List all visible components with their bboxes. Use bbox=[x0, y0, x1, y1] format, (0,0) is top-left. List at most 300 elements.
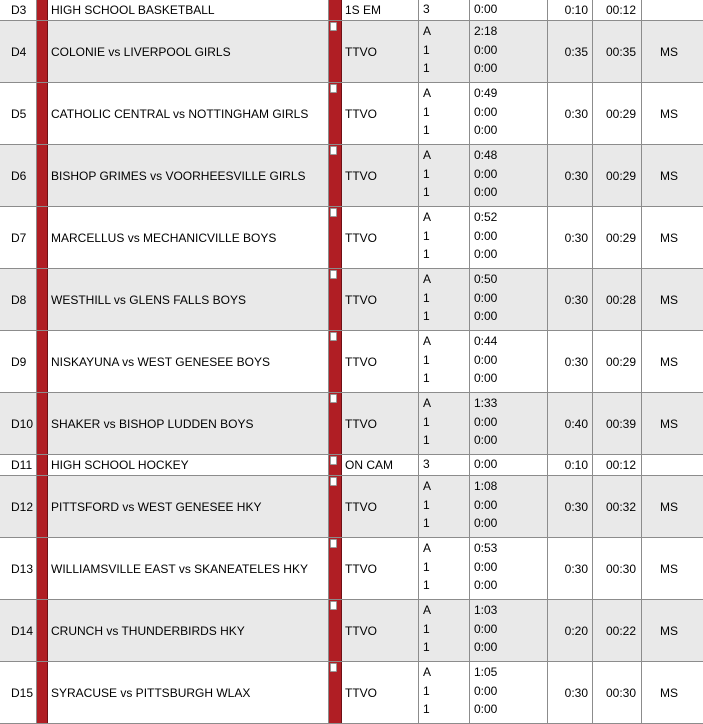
est-time: 0:30 bbox=[564, 230, 588, 245]
actual-time-cell[interactable] bbox=[593, 207, 642, 268]
row-id-cell[interactable] bbox=[0, 269, 37, 330]
duration-cell[interactable] bbox=[470, 538, 548, 599]
duration-value: 0:00 bbox=[474, 497, 498, 512]
duration-value: 2:18 bbox=[474, 24, 498, 38]
duration-list bbox=[474, 477, 497, 533]
segment-cell[interactable] bbox=[419, 538, 470, 599]
duration-list bbox=[474, 457, 497, 471]
story-name: COLONIE vs LIVERPOOL GIRLS bbox=[51, 44, 231, 59]
duration-value: 0:00 bbox=[474, 683, 498, 698]
segment-cell[interactable] bbox=[419, 600, 470, 661]
actual-time: 00:39 bbox=[605, 416, 636, 431]
segment-value: 1 bbox=[423, 42, 430, 57]
source-type-cell[interactable] bbox=[342, 538, 419, 599]
row-id: D7 bbox=[11, 230, 27, 245]
row-id: D11 bbox=[11, 458, 33, 472]
actual-time-cell[interactable] bbox=[593, 538, 642, 599]
segment-cell[interactable] bbox=[419, 476, 470, 537]
checkbox-icon[interactable] bbox=[330, 477, 337, 486]
row-id-cell[interactable] bbox=[0, 83, 37, 144]
red-marker-column bbox=[37, 662, 48, 723]
actual-time: 00:29 bbox=[605, 354, 636, 369]
segment-value: 3 bbox=[423, 2, 430, 16]
duration-value: 0:00 bbox=[474, 516, 498, 531]
operator-cell[interactable] bbox=[642, 393, 703, 454]
segment-cell[interactable] bbox=[419, 269, 470, 330]
checkbox-icon[interactable] bbox=[330, 208, 337, 217]
source-type-cell[interactable] bbox=[342, 476, 419, 537]
table-row[interactable] bbox=[0, 662, 703, 724]
duration-value: 0:00 bbox=[474, 123, 498, 138]
duration-cell[interactable] bbox=[470, 0, 548, 20]
red-status-column bbox=[329, 600, 342, 661]
duration-value: 0:48 bbox=[474, 148, 498, 162]
segment-value: A bbox=[423, 665, 432, 679]
red-marker-column bbox=[37, 0, 48, 20]
checkbox-icon[interactable] bbox=[330, 146, 337, 155]
story-name-cell[interactable] bbox=[48, 145, 329, 206]
segment-cell[interactable] bbox=[419, 393, 470, 454]
segment-value: A bbox=[423, 210, 432, 224]
table-row[interactable] bbox=[0, 393, 703, 455]
operator-cell[interactable] bbox=[642, 476, 703, 537]
duration-list bbox=[474, 663, 497, 719]
segment-value: 1 bbox=[423, 104, 430, 119]
source-type-cell[interactable] bbox=[342, 0, 419, 20]
source-type: 1S EM bbox=[345, 3, 382, 17]
est-time-cell[interactable] bbox=[548, 0, 593, 20]
red-status-column bbox=[329, 207, 342, 268]
duration-value: 1:08 bbox=[474, 479, 498, 493]
source-type: TTVO bbox=[345, 499, 377, 514]
duration-value: 0:00 bbox=[474, 166, 498, 181]
row-id-cell[interactable] bbox=[0, 393, 37, 454]
segment-value: 1 bbox=[423, 702, 430, 717]
duration-value: 0:00 bbox=[474, 621, 498, 636]
duration-value: 0:49 bbox=[474, 86, 498, 100]
red-marker-column bbox=[37, 207, 48, 268]
actual-time-cell[interactable] bbox=[593, 331, 642, 392]
operator-cell[interactable] bbox=[642, 662, 703, 723]
duration-value: 0:50 bbox=[474, 272, 498, 286]
est-time: 0:30 bbox=[564, 685, 588, 700]
est-time-cell[interactable] bbox=[548, 455, 593, 475]
story-name-cell[interactable] bbox=[48, 269, 329, 330]
row-id: D9 bbox=[11, 354, 27, 369]
red-marker-column bbox=[37, 455, 48, 475]
segment-value: 1 bbox=[423, 559, 430, 574]
segment-cell[interactable] bbox=[419, 21, 470, 82]
story-name-cell[interactable] bbox=[48, 455, 329, 475]
red-status-column bbox=[329, 393, 342, 454]
actual-time: 00:30 bbox=[605, 561, 636, 576]
segment-list bbox=[423, 663, 431, 719]
red-status-column bbox=[329, 662, 342, 723]
red-marker-column bbox=[37, 269, 48, 330]
row-id-cell[interactable] bbox=[0, 476, 37, 537]
row-id: D5 bbox=[11, 106, 27, 121]
operator-cell[interactable] bbox=[642, 21, 703, 82]
segment-value: A bbox=[423, 148, 432, 162]
segment-value: 1 bbox=[423, 497, 430, 512]
row-id-cell[interactable] bbox=[0, 145, 37, 206]
est-time-cell[interactable] bbox=[548, 145, 593, 206]
segment-list bbox=[423, 539, 431, 595]
row-id: D4 bbox=[11, 44, 27, 59]
segment-value: 1 bbox=[423, 185, 430, 200]
est-time-cell[interactable] bbox=[548, 600, 593, 661]
duration-value: 0:00 bbox=[474, 433, 498, 448]
actual-time: 00:29 bbox=[605, 230, 636, 245]
row-id-cell[interactable] bbox=[0, 662, 37, 723]
duration-cell[interactable] bbox=[470, 331, 548, 392]
est-time-cell[interactable] bbox=[548, 538, 593, 599]
source-type-cell[interactable] bbox=[342, 600, 419, 661]
duration-value: 0:00 bbox=[474, 42, 498, 57]
duration-value: 0:00 bbox=[474, 228, 498, 243]
actual-time-cell[interactable] bbox=[593, 0, 642, 20]
duration-value: 0:00 bbox=[474, 702, 498, 717]
segment-value: 1 bbox=[423, 683, 430, 698]
segment-value: A bbox=[423, 334, 432, 348]
actual-time-cell[interactable] bbox=[593, 600, 642, 661]
story-name: HIGH SCHOOL HOCKEY bbox=[51, 458, 189, 472]
segment-cell[interactable] bbox=[419, 0, 470, 20]
duration-value: 0:00 bbox=[474, 457, 498, 471]
story-name: PITTSFORD vs WEST GENESEE HKY bbox=[51, 499, 262, 514]
segment-list bbox=[423, 601, 431, 657]
actual-time: 00:12 bbox=[605, 458, 636, 472]
segment-value: A bbox=[423, 396, 432, 410]
operator-cell[interactable] bbox=[642, 538, 703, 599]
segment-list bbox=[423, 270, 431, 326]
operator: MS bbox=[660, 499, 678, 514]
duration-value: 0:44 bbox=[474, 334, 498, 348]
est-time-cell[interactable] bbox=[548, 331, 593, 392]
segment-value: 1 bbox=[423, 123, 430, 138]
checkbox-icon[interactable] bbox=[330, 270, 337, 279]
duration-value: 0:00 bbox=[474, 371, 498, 386]
segment-value: A bbox=[423, 479, 432, 493]
duration-cell[interactable] bbox=[470, 393, 548, 454]
story-name-cell[interactable] bbox=[48, 0, 329, 20]
est-time: 0:35 bbox=[564, 44, 588, 59]
duration-value: 0:00 bbox=[474, 247, 498, 262]
story-name: NISKAYUNA vs WEST GENESEE BOYS bbox=[51, 354, 270, 369]
segment-value: 1 bbox=[423, 516, 430, 531]
actual-time-cell[interactable] bbox=[593, 662, 642, 723]
source-type-cell[interactable] bbox=[342, 269, 419, 330]
est-time: 0:30 bbox=[564, 499, 588, 514]
table-row[interactable] bbox=[0, 145, 703, 207]
duration-value: 0:00 bbox=[474, 578, 498, 593]
source-type: TTVO bbox=[345, 168, 377, 183]
table-row[interactable] bbox=[0, 455, 703, 476]
actual-time: 00:29 bbox=[605, 106, 636, 121]
operator-cell[interactable] bbox=[642, 207, 703, 268]
segment-cell[interactable] bbox=[419, 145, 470, 206]
source-type: TTVO bbox=[345, 354, 377, 369]
operator: MS bbox=[660, 685, 678, 700]
table-row[interactable] bbox=[0, 600, 703, 662]
story-name-cell[interactable] bbox=[48, 662, 329, 723]
duration-value: 0:52 bbox=[474, 210, 498, 224]
row-id-cell[interactable] bbox=[0, 0, 37, 20]
source-type-cell[interactable] bbox=[342, 145, 419, 206]
duration-cell[interactable] bbox=[470, 269, 548, 330]
table-row[interactable] bbox=[0, 269, 703, 331]
source-type-cell[interactable] bbox=[342, 455, 419, 475]
checkbox-icon[interactable] bbox=[330, 663, 337, 672]
est-time-cell[interactable] bbox=[548, 83, 593, 144]
actual-time-cell[interactable] bbox=[593, 393, 642, 454]
source-type-cell[interactable] bbox=[342, 21, 419, 82]
est-time-cell[interactable] bbox=[548, 476, 593, 537]
source-type: ON CAM bbox=[345, 458, 393, 472]
story-name-cell[interactable] bbox=[48, 600, 329, 661]
duration-value: 0:00 bbox=[474, 290, 498, 305]
segment-cell[interactable] bbox=[419, 455, 470, 475]
segment-value: A bbox=[423, 272, 432, 286]
actual-time: 00:12 bbox=[605, 3, 636, 17]
operator-cell[interactable] bbox=[642, 331, 703, 392]
segment-value: A bbox=[423, 603, 432, 617]
checkbox-icon[interactable] bbox=[330, 84, 337, 93]
row-id: D12 bbox=[11, 499, 34, 514]
story-name-cell[interactable] bbox=[48, 538, 329, 599]
duration-list bbox=[474, 270, 497, 326]
source-type-cell[interactable] bbox=[342, 83, 419, 144]
source-type: TTVO bbox=[345, 561, 377, 576]
duration-value: 0:00 bbox=[474, 2, 498, 16]
duration-list bbox=[474, 2, 497, 16]
table-row[interactable] bbox=[0, 476, 703, 538]
operator-cell[interactable] bbox=[642, 269, 703, 330]
red-marker-column bbox=[37, 83, 48, 144]
est-time-cell[interactable] bbox=[548, 269, 593, 330]
table-row[interactable] bbox=[0, 83, 703, 145]
story-name: WESTHILL vs GLENS FALLS BOYS bbox=[51, 292, 246, 307]
source-type-cell[interactable] bbox=[342, 207, 419, 268]
operator: MS bbox=[660, 292, 678, 307]
table-row[interactable] bbox=[0, 21, 703, 83]
story-name-cell[interactable] bbox=[48, 83, 329, 144]
story-name-cell[interactable] bbox=[48, 21, 329, 82]
story-name-cell[interactable] bbox=[48, 476, 329, 537]
segment-value: 1 bbox=[423, 433, 430, 448]
duration-cell[interactable] bbox=[470, 600, 548, 661]
est-time: 0:40 bbox=[564, 416, 588, 431]
duration-list bbox=[474, 22, 497, 78]
operator-cell[interactable] bbox=[642, 0, 703, 20]
story-name: BISHOP GRIMES vs VOORHEESVILLE GIRLS bbox=[51, 168, 306, 183]
segment-value: 1 bbox=[423, 621, 430, 636]
est-time: 0:30 bbox=[564, 106, 588, 121]
segment-list bbox=[423, 146, 431, 202]
duration-list bbox=[474, 84, 497, 140]
table-row[interactable] bbox=[0, 538, 703, 600]
segment-value: 3 bbox=[423, 457, 430, 471]
segment-value: 1 bbox=[423, 371, 430, 386]
actual-time-cell[interactable] bbox=[593, 476, 642, 537]
story-name-cell[interactable] bbox=[48, 207, 329, 268]
est-time: 0:20 bbox=[564, 623, 588, 638]
red-marker-column bbox=[37, 476, 48, 537]
operator: MS bbox=[660, 168, 678, 183]
red-marker-column bbox=[37, 145, 48, 206]
segment-list bbox=[423, 2, 430, 16]
duration-value: 0:53 bbox=[474, 541, 498, 555]
duration-list bbox=[474, 332, 497, 388]
row-id: D10 bbox=[11, 416, 34, 431]
duration-cell[interactable] bbox=[470, 207, 548, 268]
actual-time-cell[interactable] bbox=[593, 455, 642, 475]
table-row[interactable] bbox=[0, 331, 703, 393]
segment-value: 1 bbox=[423, 414, 430, 429]
actual-time: 00:30 bbox=[605, 685, 636, 700]
red-status-column bbox=[329, 331, 342, 392]
actual-time-cell[interactable] bbox=[593, 145, 642, 206]
duration-value: 0:00 bbox=[474, 414, 498, 429]
red-marker-column bbox=[37, 600, 48, 661]
checkbox-icon[interactable] bbox=[330, 539, 337, 548]
red-marker-column bbox=[37, 21, 48, 82]
duration-list bbox=[474, 146, 497, 202]
duration-cell[interactable] bbox=[470, 145, 548, 206]
segment-list bbox=[423, 332, 431, 388]
duration-cell[interactable] bbox=[470, 21, 548, 82]
actual-time-cell[interactable] bbox=[593, 83, 642, 144]
est-time: 0:30 bbox=[564, 354, 588, 369]
segment-value: A bbox=[423, 86, 432, 100]
row-id-cell[interactable] bbox=[0, 21, 37, 82]
red-status-column bbox=[329, 455, 342, 475]
segment-value: A bbox=[423, 24, 432, 38]
checkbox-icon[interactable] bbox=[330, 456, 337, 465]
duration-value: 0:00 bbox=[474, 61, 498, 76]
actual-time-cell[interactable] bbox=[593, 269, 642, 330]
checkbox-icon[interactable] bbox=[330, 394, 337, 403]
red-status-column bbox=[329, 476, 342, 537]
est-time: 0:10 bbox=[564, 458, 588, 472]
est-time-cell[interactable] bbox=[548, 207, 593, 268]
segment-cell[interactable] bbox=[419, 83, 470, 144]
segment-value: 1 bbox=[423, 228, 430, 243]
actual-time: 00:29 bbox=[605, 168, 636, 183]
duration-cell[interactable] bbox=[470, 455, 548, 475]
table-row[interactable] bbox=[0, 207, 703, 269]
duration-value: 0:00 bbox=[474, 185, 498, 200]
story-name: SHAKER vs BISHOP LUDDEN BOYS bbox=[51, 416, 254, 431]
duration-value: 1:33 bbox=[474, 396, 498, 410]
est-time: 0:30 bbox=[564, 168, 588, 183]
operator-cell[interactable] bbox=[642, 145, 703, 206]
story-name: WILLIAMSVILLE EAST vs SKANEATELES HKY bbox=[51, 561, 308, 576]
red-marker-column bbox=[37, 331, 48, 392]
operator-cell[interactable] bbox=[642, 455, 703, 475]
row-id: D13 bbox=[11, 561, 34, 576]
segment-list bbox=[423, 22, 431, 78]
segment-cell[interactable] bbox=[419, 662, 470, 723]
story-name-cell[interactable] bbox=[48, 331, 329, 392]
row-id: D3 bbox=[11, 3, 27, 17]
actual-time: 00:35 bbox=[605, 44, 636, 59]
segment-value: 1 bbox=[423, 61, 430, 76]
checkbox-icon[interactable] bbox=[330, 22, 337, 31]
segment-value: 1 bbox=[423, 640, 430, 655]
red-status-column bbox=[329, 538, 342, 599]
row-id-cell[interactable] bbox=[0, 331, 37, 392]
source-type-cell[interactable] bbox=[342, 393, 419, 454]
source-type-cell[interactable] bbox=[342, 662, 419, 723]
est-time: 0:10 bbox=[564, 3, 588, 17]
table-row[interactable] bbox=[0, 0, 703, 21]
red-status-column bbox=[329, 0, 342, 20]
row-id-cell[interactable] bbox=[0, 600, 37, 661]
operator-cell[interactable] bbox=[642, 83, 703, 144]
est-time-cell[interactable] bbox=[548, 393, 593, 454]
red-status-column bbox=[329, 269, 342, 330]
operator: MS bbox=[660, 44, 678, 59]
duration-list bbox=[474, 539, 497, 595]
row-id: D8 bbox=[11, 292, 27, 307]
duration-value: 0:00 bbox=[474, 352, 498, 367]
est-time-cell[interactable] bbox=[548, 21, 593, 82]
segment-value: 1 bbox=[423, 309, 430, 324]
duration-cell[interactable] bbox=[470, 83, 548, 144]
est-time: 0:30 bbox=[564, 561, 588, 576]
duration-cell[interactable] bbox=[470, 476, 548, 537]
segment-list bbox=[423, 394, 431, 450]
duration-value: 1:03 bbox=[474, 603, 498, 617]
red-marker-column bbox=[37, 393, 48, 454]
row-id: D15 bbox=[11, 685, 34, 700]
segment-value: A bbox=[423, 541, 432, 555]
duration-list bbox=[474, 208, 497, 264]
row-id-cell[interactable] bbox=[0, 455, 37, 475]
row-id-cell[interactable] bbox=[0, 207, 37, 268]
segment-list bbox=[423, 477, 431, 533]
actual-time: 00:22 bbox=[605, 623, 636, 638]
segment-value: 1 bbox=[423, 166, 430, 181]
row-id-cell[interactable] bbox=[0, 538, 37, 599]
duration-list bbox=[474, 601, 497, 657]
operator-cell[interactable] bbox=[642, 600, 703, 661]
duration-value: 0:00 bbox=[474, 104, 498, 119]
source-type: TTVO bbox=[345, 292, 377, 307]
story-name: MARCELLUS vs MECHANICVILLE BOYS bbox=[51, 230, 277, 245]
actual-time-cell[interactable] bbox=[593, 21, 642, 82]
source-type: TTVO bbox=[345, 230, 377, 245]
duration-cell[interactable] bbox=[470, 662, 548, 723]
segment-cell[interactable] bbox=[419, 331, 470, 392]
duration-value: 0:00 bbox=[474, 559, 498, 574]
story-name-cell[interactable] bbox=[48, 393, 329, 454]
est-time-cell[interactable] bbox=[548, 662, 593, 723]
segment-list bbox=[423, 208, 431, 264]
segment-cell[interactable] bbox=[419, 207, 470, 268]
duration-value: 1:05 bbox=[474, 665, 498, 679]
source-type: TTVO bbox=[345, 106, 377, 121]
source-type: TTVO bbox=[345, 44, 377, 59]
source-type-cell[interactable] bbox=[342, 331, 419, 392]
story-name: SYRACUSE vs PITTSBURGH WLAX bbox=[51, 685, 251, 700]
segment-list bbox=[423, 457, 430, 471]
segment-value: 1 bbox=[423, 247, 430, 262]
checkbox-icon[interactable] bbox=[330, 601, 337, 610]
checkbox-icon[interactable] bbox=[330, 332, 337, 341]
red-marker-column bbox=[37, 538, 48, 599]
